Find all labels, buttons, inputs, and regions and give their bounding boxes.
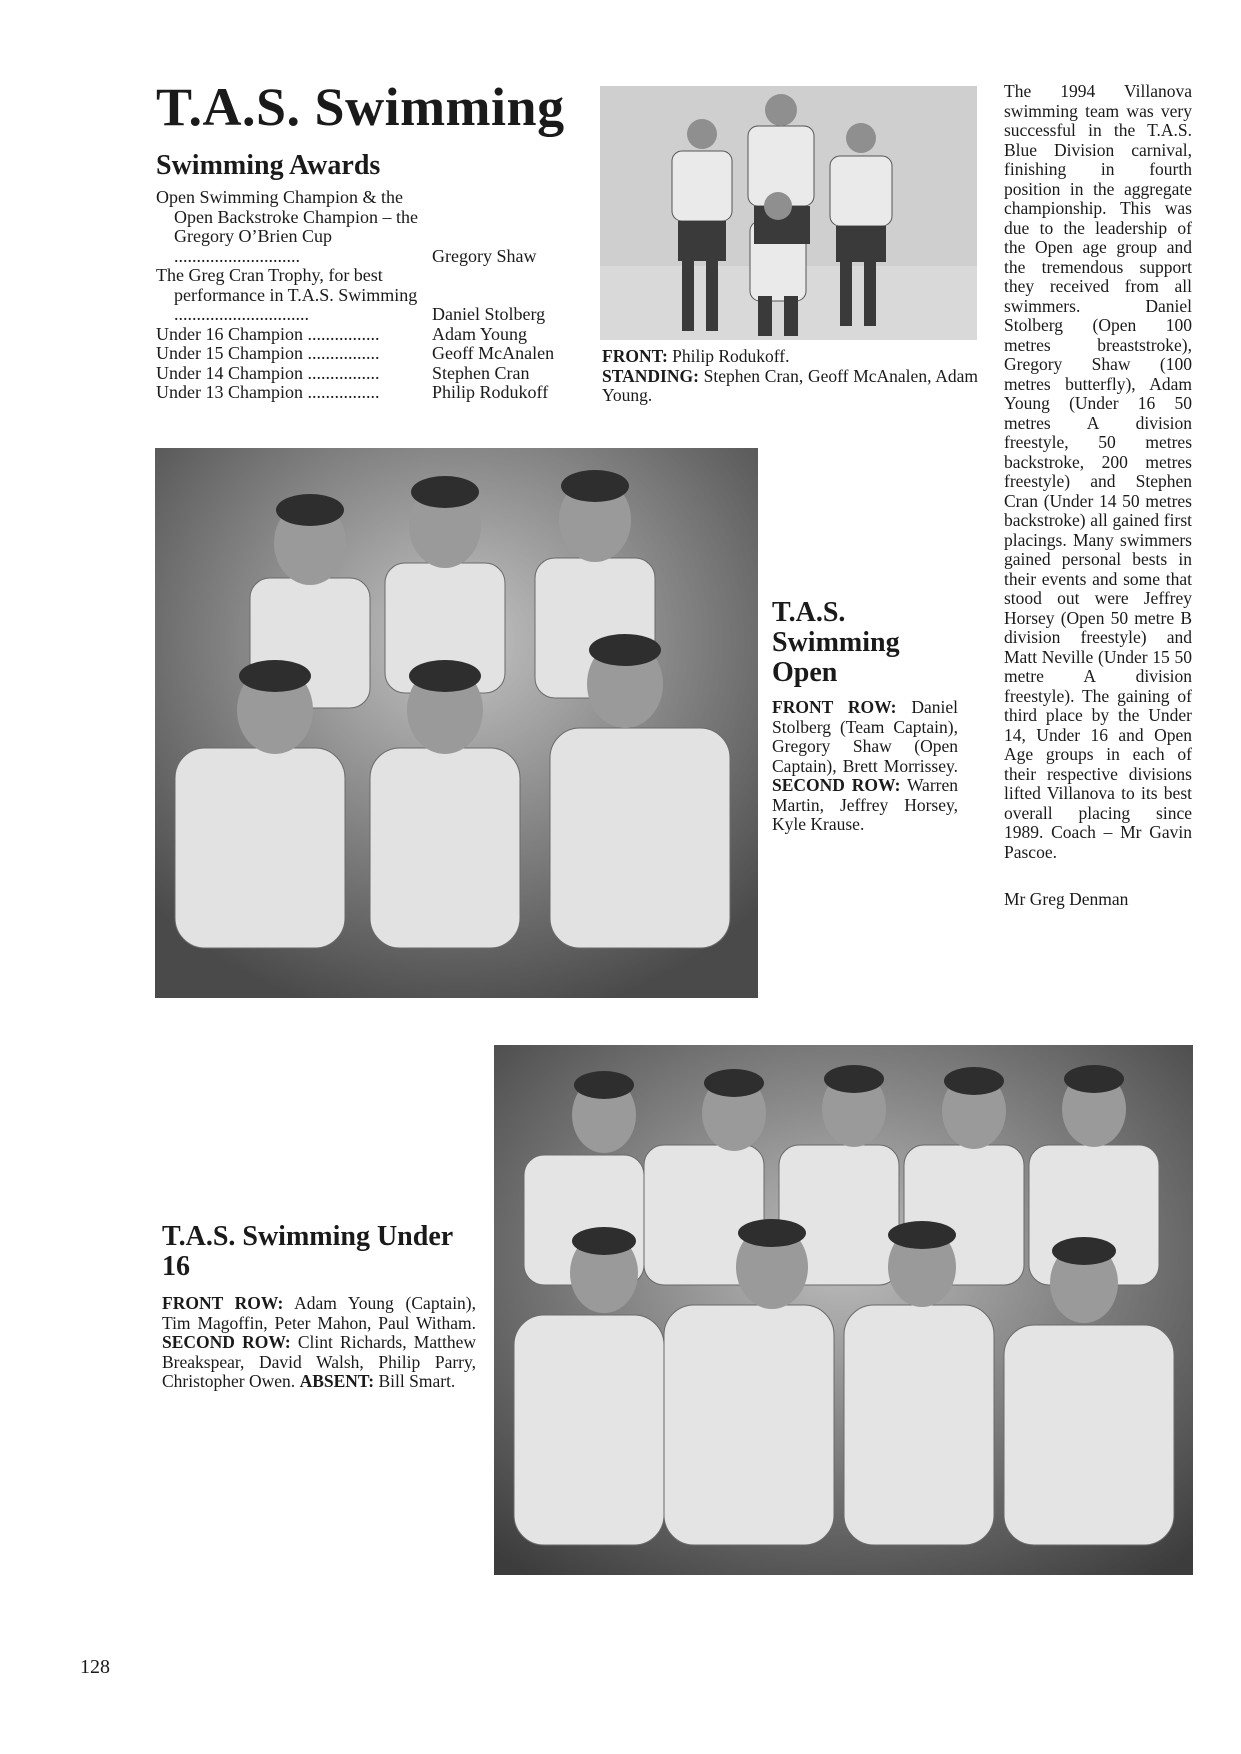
page-title: T.A.S. Swimming — [156, 77, 565, 137]
open-caption-body — [772, 698, 958, 835]
under16-caption-title: T.A.S. Swimming Under 16 — [162, 1221, 453, 1282]
page-number: 128 — [80, 1656, 110, 1678]
open-team-photo-graphic — [155, 448, 758, 998]
under16-front-label: FRONT ROW: — [162, 1293, 284, 1313]
under16-absent-label: ABSENT: — [299, 1371, 375, 1391]
awards-list — [156, 188, 576, 403]
under16-second-names: Clint Richards, Matthew Breakspear, David Walsh, Philip Parry, Christopher Owen. — [162, 1332, 476, 1391]
award-row — [156, 364, 576, 384]
open-team-photo — [155, 448, 758, 998]
under13-front-names: Philip Rodukoff. — [667, 346, 790, 366]
award-row — [156, 266, 576, 325]
award-title: Under 14 Champion ................ — [156, 362, 380, 383]
award-title: Open Swimming Champion & the Open Backstroke Champion – the Gregory O’Brien Cup ............................ — [156, 187, 418, 266]
under16-caption — [162, 1222, 476, 1392]
open-second-names: Warren Martin, Jeffrey Horsey, Kyle Krause. — [772, 775, 958, 834]
under13-standing-label: STANDING: — [602, 365, 699, 386]
report-body: The 1994 Villanova swimming team was very successful in the T.A.S. Blue Division carnival, finishing in fourth position in the aggregate championship. This was due to the leadership of the Open age group and the tremendous support they received from all swimmers. Daniel Stolberg (Open 100 metres breaststroke), Gregory Shaw (100 metres butterfly), Adam Young (Under 16 50 metres A division freestyle, 50 metres backstroke, 200 metres freestyle) and Stephen Cran (Under 14 50 metres backstroke) all gained first placings. Many swimmers gained personal bests in their events and some that stood out were Jeffrey Horsey (Open 50 metre B division freestyle) and Matt Neville (Under 15 50 metre A division freestyle). The gaining of third place by the Under 14, Under 16 and Open Age groups in each of their respective divisions lifted Villanova to its best overall placing since 1989. Coach – Mr Gavin Pascoe. — [1004, 81, 1192, 862]
award-winner: Daniel Stolberg — [432, 304, 546, 324]
open-front-names: Daniel Stolberg (Team Captain), Gregory Shaw (Open Captain), Brett Morrissey. — [772, 697, 958, 776]
under16-absent-names: Bill Smart. — [374, 1371, 456, 1391]
under16-front-names: Adam Young (Captain), Tim Magoffin, Peter Mahon, Paul Witham. — [162, 1293, 477, 1333]
under16-team-photo — [494, 1045, 1193, 1575]
open-front-label: FRONT ROW: — [772, 697, 897, 717]
award-title: Under 16 Champion ................ — [156, 323, 380, 344]
award-winner: Philip Rodukoff — [432, 382, 549, 402]
award-row — [156, 383, 576, 403]
award-winner: Stephen Cran — [432, 362, 530, 383]
awards-heading: Swimming Awards — [156, 150, 381, 181]
under13-standing-names: Stephen Cran, Geoff McAnalen, Adam Young. — [602, 365, 978, 405]
award-winner: Gregory Shaw — [432, 245, 537, 266]
under13-team-photo-graphic — [600, 86, 977, 340]
under13-front-label: FRONT: — [602, 346, 668, 366]
award-title: Under 13 Champion ................ — [156, 382, 380, 402]
under13-caption — [602, 347, 978, 406]
open-second-label: SECOND ROW: — [772, 775, 901, 795]
under16-caption-body — [162, 1294, 476, 1392]
award-winner: Geoff McAnalen — [432, 343, 555, 363]
under16-second-label: SECOND ROW: — [162, 1332, 291, 1352]
award-row — [156, 325, 576, 345]
award-row — [156, 344, 576, 364]
award-title: The Greg Cran Trophy, for best performance in T.A.S. Swimming .............................. — [156, 265, 418, 324]
open-caption — [772, 598, 958, 835]
report-signature: Mr Greg Denman — [1004, 889, 1129, 909]
open-caption-title: T.A.S. Swimming Open — [772, 597, 900, 688]
award-row — [156, 188, 576, 266]
award-winner: Adam Young — [432, 323, 528, 344]
under13-team-photo — [600, 86, 977, 340]
award-title: Under 15 Champion ................ — [156, 343, 380, 363]
under16-team-photo-graphic — [494, 1045, 1193, 1575]
